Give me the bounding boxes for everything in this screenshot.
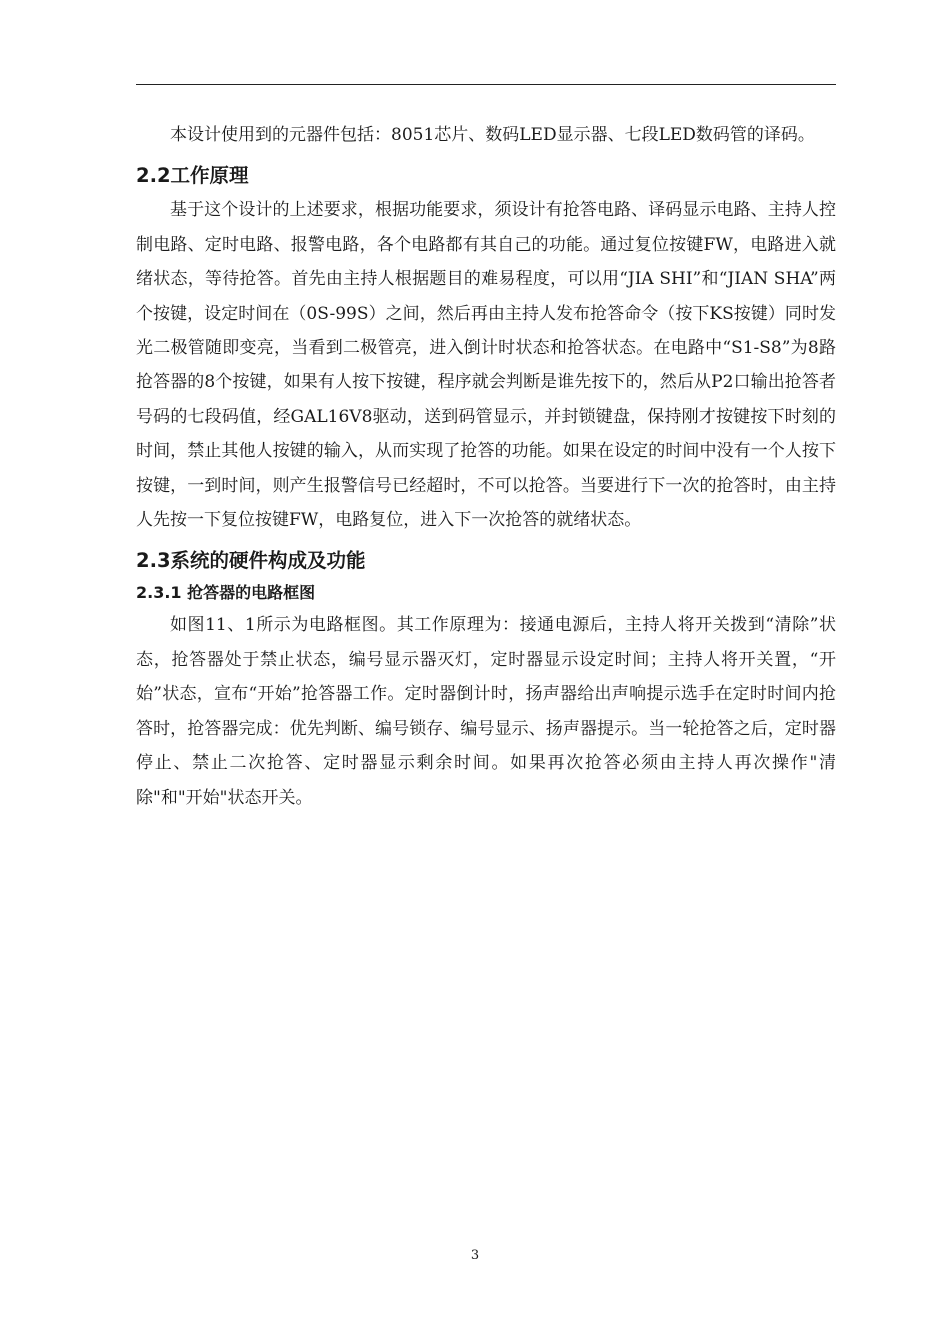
section-2-3-1-heading: 2.3.1 抢答器的电路框图 xyxy=(136,583,316,603)
section-2-2-paragraph: 基于这个设计的上述要求，根据功能要求，须设计有抢答电路、译码显示电路、主持人控制电路、定时电路、报警电路，各个电路都有其自己的功能。通过复位按键FW，电路进入就绪状态，等待抢答。首先由主持人根据题目的难易程度，可以用“JIA SHI”和“JIAN SHA”两个按键，设定时间在（0S-99S）之间，然后再由主持人发布抢答命令（按下KS按键）同时发光二极管随即变亮，当看到二极管亮，进入倒计时状态和抢答状态。在电路中“S1-S8”为8路抢答器的8个按键，如果有人按下按键，程序就会判断是谁先按下的，然后从P2口输出抢答者号码的七段码值，经GAL16V8驱动，送到码管显示，并封锁键盘，保持刚才按键按下时刻的时间，禁止其他人按键的输入，从而实现了抢答的功能。如果在设定的时间中没有一个人按下按键，一到时间，则产生报警信号已经超时，不可以抢答。当要进行下一次的抢答时，由主持人先按一下复位按键FW，电路复位，进入下一次抢答的就绪状态。 xyxy=(136,200,836,531)
intro-paragraph: 本设计使用到的元器件包括：8051芯片、数码LED显示器、七段LED数码管的译码。 xyxy=(170,125,815,145)
page-number: 3 xyxy=(470,1248,480,1263)
section-2-2-heading: 2.2工作原理 xyxy=(136,164,249,188)
section-2-3-heading: 2.3系统的硬件构成及功能 xyxy=(136,549,366,573)
header-rule xyxy=(136,84,836,85)
section-2-3-1-paragraph: 如图11、1所示为电路框图。其工作原理为：接通电源后，主持人将开关拨到“清除”状态，抢答器处于禁止状态，编号显示器灭灯，定时器显示设定时间；主持人将开关置，“开始”状态，宣布“开始”抢答器工作。定时器倒计时，扬声器给出声响提示选手在定时时间内抢答时，抢答器完成：优先判断、编号锁存、编号显示、扬声器提示。当一轮抢答之后，定时器停止、禁止二次抢答、定时器显示剩余时间。如果再次抢答必须由主持人再次操作"清除"和"开始"状态开关。 xyxy=(136,615,836,808)
page-body xyxy=(136,118,836,815)
